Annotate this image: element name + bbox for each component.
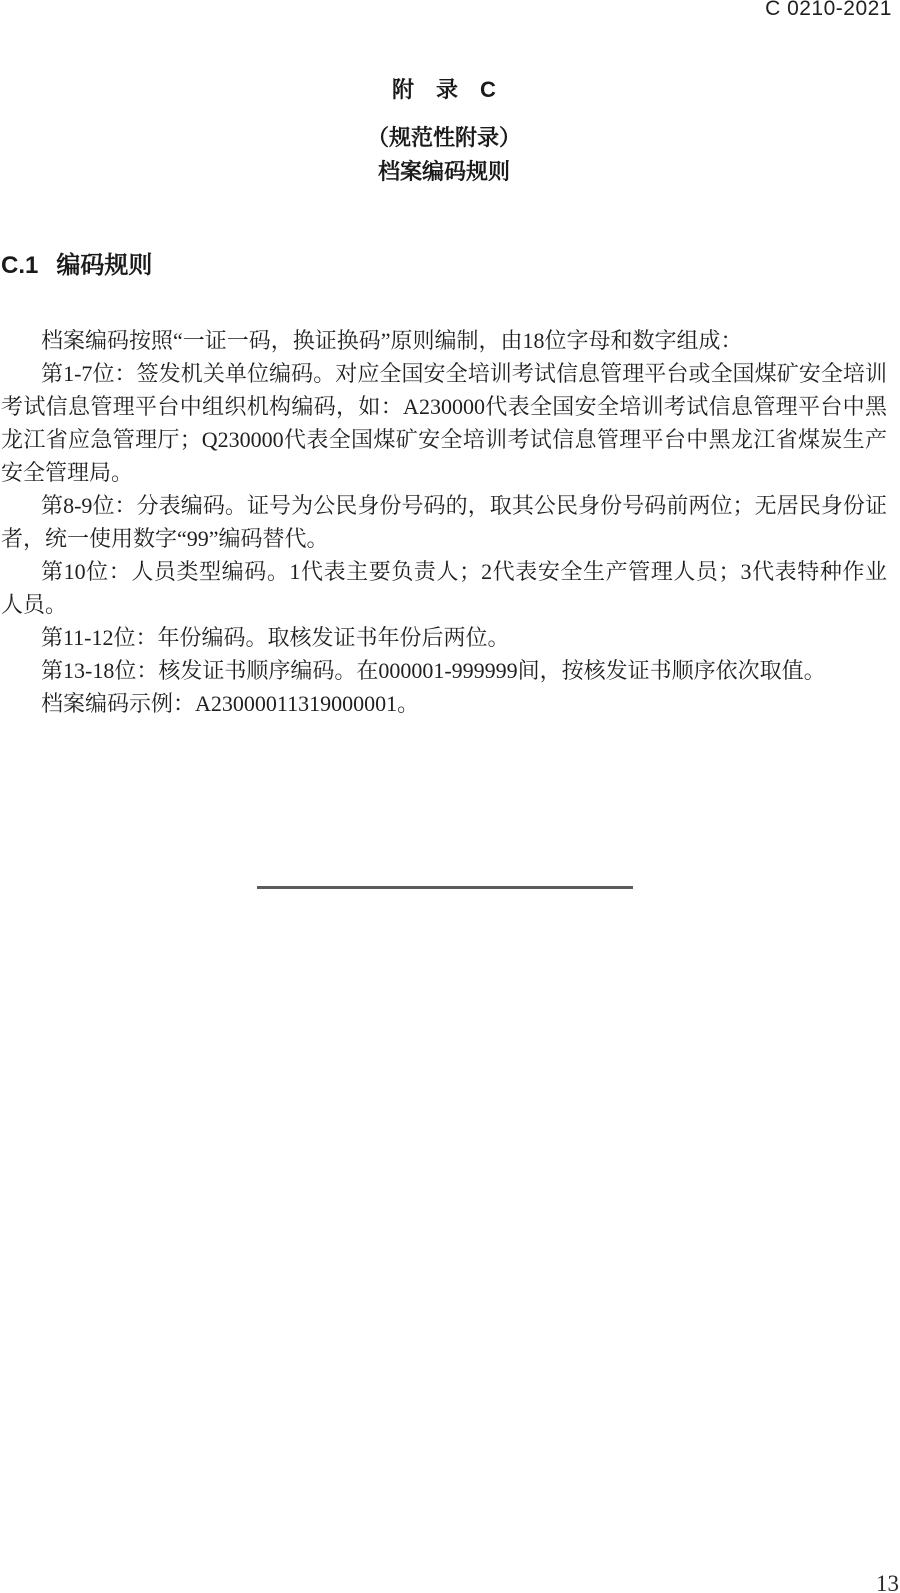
- section-heading: [1, 245, 152, 280]
- page-number: 13: [876, 1571, 899, 1593]
- appendix-type-label: （规范性附录）: [366, 125, 521, 150]
- standard-number: C 0210-2021: [765, 0, 892, 20]
- paragraph-example-code: 档案编码示例：A23000011319000001。: [41, 691, 420, 716]
- paragraph-digits-1-7: 第1-7位：签发机关单位编码。对应全国安全培训考试信息管理平台或全国煤矿安全培训考试信息管理平台中组织机构编码，如：A230000代表全国安全培训考试信息管理平台中黑龙江省应急管理厅；Q230000代表全国煤矿安全培训考试信息管理平台中黑龙江省煤炭生产安全管理局。: [1, 361, 887, 485]
- end-of-text-rule: [257, 886, 633, 889]
- paragraph-digits-11-12: 第11-12位：年份编码。取核发证书年份后两位。: [41, 625, 510, 650]
- section-title: 编码规则: [56, 252, 153, 279]
- section-number: C.1: [1, 252, 39, 279]
- appendix-title: 档案编码规则: [377, 159, 510, 184]
- body-text: [1, 324, 887, 720]
- paragraph-digits-13-18: 第13-18位：核发证书顺序编码。在000001-999999间，按核发证书顺序依次取值。: [41, 658, 826, 683]
- paragraph-digit-10: 第10位：人员类型编码。1代表主要负责人；2代表安全生产管理人员；3代表特种作业人员。: [1, 559, 887, 617]
- paragraph-digits-8-9: 第8-9位：分表编码。证号为公民身份号码的，取其公民身份号码前两位；无居民身份证者，统一使用数字“99”编码替代。: [1, 493, 887, 551]
- paragraph-intro: 档案编码按照“一证一码，换证换码”原则编制，由18位字母和数字组成：: [41, 328, 743, 353]
- appendix-heading: 附 录 C: [392, 77, 496, 102]
